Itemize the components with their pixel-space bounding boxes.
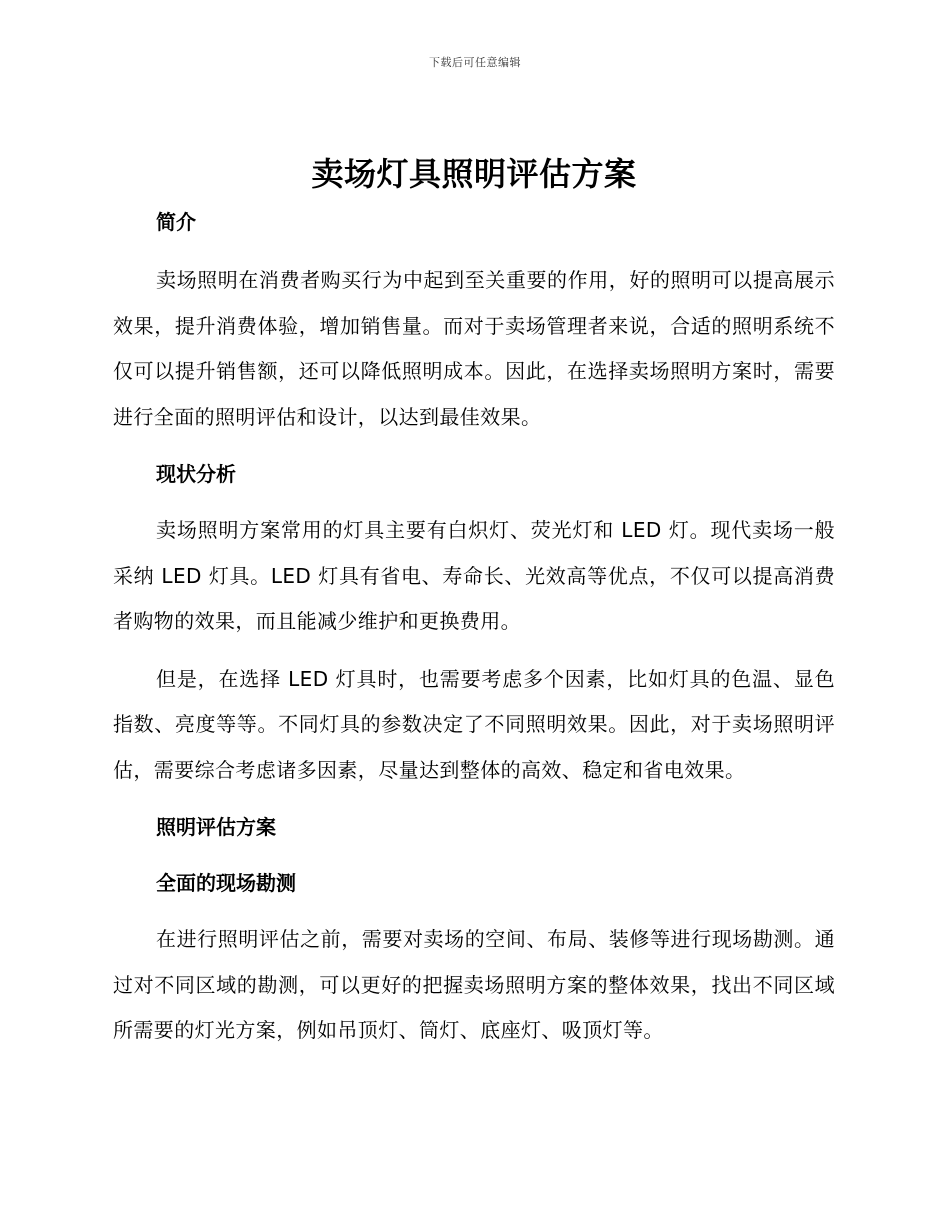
paragraph-status-1: 卖场照明方案常用的灯具主要有白炽灯、荧光灯和 LED 灯。现代卖场一般采纳 LED 灯具。LED 灯具有省电、寿命长、光效高等优点，不仅可以提高消费者购物的效果，而且能减少维护和更换费用。 [113,518,835,633]
document-body [113,150,835,1054]
section-heading-status: 现状分析 [156,462,236,486]
paragraph-status-2: 但是，在选择 LED 灯具时，也需要考虑多个因素，比如灯具的色温、显色指数、亮度等等。不同灯具的参数决定了不同照明效果。因此，对于卖场照明评估，需要综合考虑诸多因素，尽量达到整体的高效、稳定和省电效果。 [113,666,835,782]
section-heading-survey: 全面的现场勘测 [156,871,296,895]
section-heading-intro: 简介 [156,210,196,234]
spacer [113,793,835,805]
header-note: 下载后可任意编辑 [429,56,521,69]
paragraph-intro: 卖场照明在消费者购买行为中起到至关重要的作用，好的照明可以提高展示效果，提升消费体验，增加销售量。而对于卖场管理者来说，合适的照明系统不仅可以提升销售额，还可以降低照明成本。因此，在选择卖场照明方案时，需要进行全面的照明评估和设计，以达到最佳效果。 [113,268,835,429]
spacer [113,905,835,917]
spacer [113,496,835,508]
spacer [113,244,835,258]
paragraph-survey: 在进行照明评估之前，需要对卖场的空间、布局、装修等进行现场勘测。通过对不同区域的勘测，可以更好的把握卖场照明方案的整体效果，找出不同区域所需要的灯光方案，例如吊顶灯、筒灯、底座灯、吸顶灯等。 [113,927,835,1042]
document-title: 卖场灯具照明评估方案 [311,155,637,193]
spacer [113,645,835,657]
spacer [113,440,835,452]
spacer [113,849,835,861]
section-heading-plan: 照明评估方案 [156,815,276,839]
